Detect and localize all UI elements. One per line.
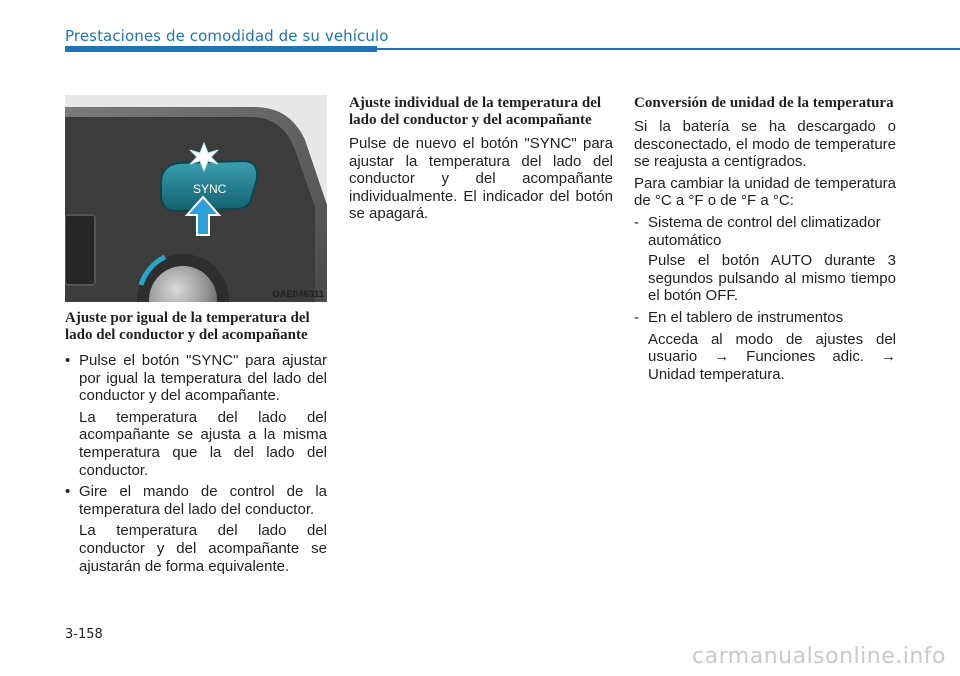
arrow-right-icon: → [714, 348, 730, 366]
bullet-marker: • [65, 352, 71, 369]
heading-individual-temperature: Ajuste individual de la temperatura del lado del conductor y del acompañante [349, 95, 602, 128]
bullet-subtext: La temperatura del lado del conductor y del acompañante se ajustarán de forma equivalente. [79, 522, 327, 575]
bullet-subtext: La temperatura del lado del acompañante se ajusta a la misma temperatura que la del lado del conductor. [79, 408, 327, 479]
dash-text: Sistema de control del climatizador automático [648, 213, 881, 249]
menu-path-part: Funciones adic. [746, 348, 865, 366]
climate-panel-drawing [65, 95, 327, 302]
paragraph: Para cambiar la unidad de temperatura de °C a °F o de °F a °C: [634, 174, 896, 210]
header-rule-thin [377, 48, 960, 50]
bullet-text: Gire el mando de control de la temperatura del lado del conductor. [79, 483, 327, 518]
dash-subtext: Pulse el botón AUTO durante 3 segundos pulsando al mismo tiempo el botón OFF. [648, 252, 896, 305]
bullet-item [65, 483, 327, 518]
column-2 [349, 95, 613, 223]
dash-item [634, 309, 896, 327]
column-3 [634, 95, 896, 383]
paragraph: Si la batería se ha descargado o desconectado, el modo de temperature se reajusta a centígrados. [634, 118, 896, 171]
page-number: 3-158 [65, 627, 103, 642]
section-title: Prestaciones de comodidad de su vehículo [65, 27, 389, 45]
paragraph: Pulse de nuevo el botón "SYNC" para ajustar la temperatura del lado del conductor y del acompañante individualmente. El indicador del botón se apagará. [349, 135, 613, 223]
dash-item [634, 214, 896, 249]
bullet-marker: • [65, 483, 71, 501]
sync-button-label: SYNC [193, 182, 227, 196]
heading-equal-temperature: Ajuste por igual de la temperatura del lado del conductor y del acompañante [65, 310, 310, 343]
bullet-item [65, 352, 327, 405]
bullet-text: Pulse el botón "SYNC" para ajustar por igual la temperatura del lado del conductor y del acompañante. [79, 352, 327, 405]
column-1 [65, 310, 327, 575]
arrow-right-icon: → [881, 348, 897, 366]
watermark: carmanualsonline.info [692, 644, 946, 669]
heading-unit-conversion: Conversión de unidad de la temperatura [634, 95, 894, 111]
dash-subtext [634, 331, 896, 384]
dash-marker: - [634, 308, 639, 326]
menu-path-part: Acceda al modo de ajustes del usuario [648, 330, 896, 366]
header-rule-thick [65, 46, 377, 52]
figure-code: OAE046311 [272, 289, 324, 300]
dash-text: En el tablero de instrumentos [648, 308, 844, 326]
sync-button-illustration [65, 95, 327, 302]
dash-marker: - [634, 213, 639, 231]
menu-path-part: Unidad temperatura. [648, 365, 785, 383]
